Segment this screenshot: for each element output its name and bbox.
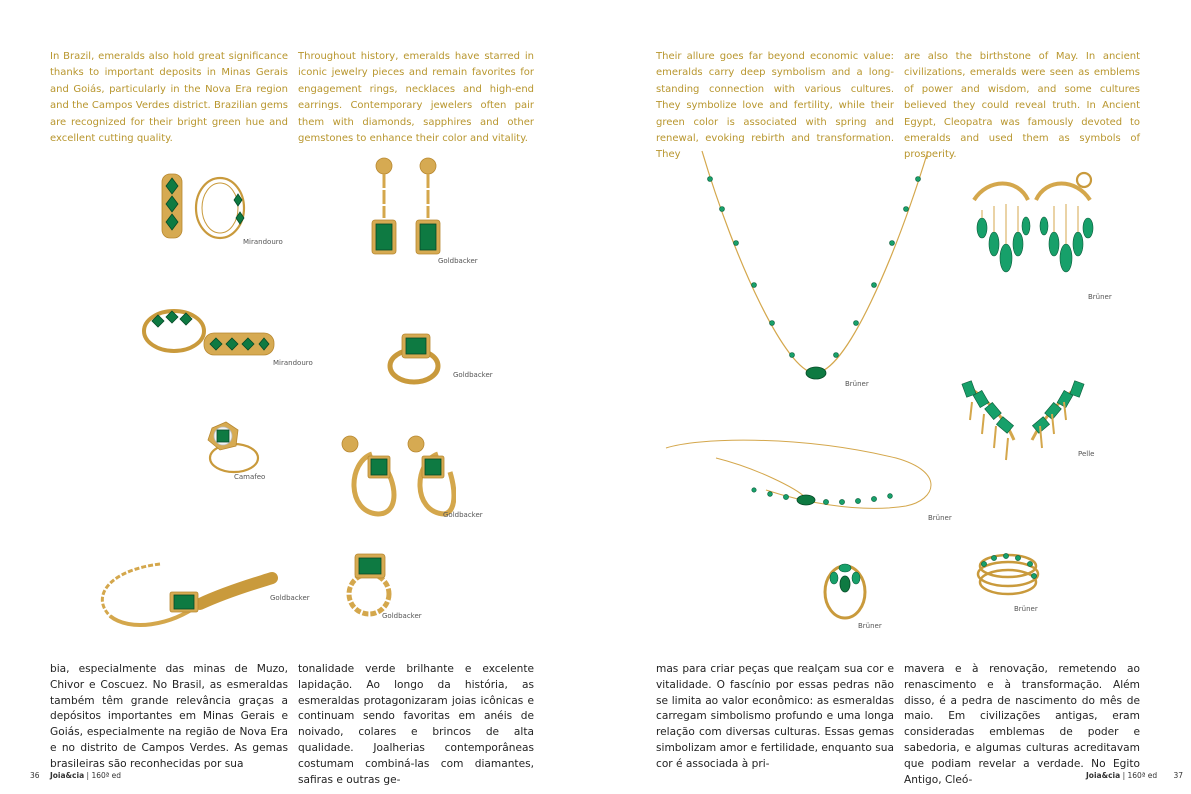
magazine-name: Joia&cia [1086,771,1121,780]
bruner-earrings-image [968,170,1098,300]
page-number: 36 [30,771,40,780]
edition: 160ª ed [1127,771,1158,780]
left-page [0,0,595,794]
caption-mirandouro-earrings: Mirandouro [243,238,283,246]
mirandouro-earrings-image [150,168,250,248]
edition: 160ª ed [91,771,122,780]
caption-goldbacker-chain-ring: Goldbacker [382,612,422,620]
caption-bruner-ring: Brüner [858,622,882,630]
caption-goldbacker-earrings: Goldbacker [438,257,478,265]
portuguese-column-4: mavera e à renovação, remetendo ao renascimento e à transformação. Além disso, é a pedra de nascimento do mês de maio. Em civilizações antigas, eram consideradas emblemas de poder e sabedoria, e algumas culturas acreditavam que podiam revelar a verdade. No Egito Antigo, Cleó- [904,663,1140,786]
goldbacker-chain-ring-image [345,552,395,618]
bruner-necklace-image [696,145,936,390]
caption-goldbacker-hoops: Goldbacker [443,511,483,519]
mirandouro-rings-image [138,303,278,363]
portuguese-column-2: tonalidade verde brilhante e excelente lapidação. Ao longo da história, as esmeraldas protagonizaram joias icônicas e continuam sendo favoritas em anéis de noivado, colares e brincos de alta qualidade. Joalherias contemporâneas costumam combiná-las com diamantes, safiras e outras ge- [298,663,534,786]
goldbacker-ring-image [382,328,452,388]
caption-goldbacker-ring: Goldbacker [453,371,493,379]
caption-pelle: Pelle [1078,450,1095,458]
right-page [596,0,1191,794]
english-column-2: Throughout history, emeralds have starred in iconic jewelry pieces and remain favorites for engagement rings, necklaces and high-end earrings. Contemporary jewelers often pair them with diamonds, sapphires and other gemstones to enhance their color and vitality. [298,51,534,145]
footer-left: 36 Joia&cia | 160ª ed [30,771,122,780]
portuguese-column-1: bia, especialmente das minas de Muzo, Chivor e Coscuez. No Brasil, as esmeraldas também têm grande relevância graças a depósitos importantes em Minas Gerais e Goiás, especialmente na região de Nova Era e no distrito de Campos Verdes. As gemas brasileiras são reconhecidas por sua [50,663,288,770]
goldbacker-hoops-image [338,432,456,524]
goldbacker-padlock-earrings-image [362,156,452,260]
bruner-ring-image [820,548,870,624]
caption-camafeo: Camafeo [234,473,266,481]
caption-mirandouro-rings: Mirandouro [273,359,313,367]
english-column-4: are also the birthstone of May. In ancient civilizations, emeralds were seen as emblems of power and wisdom, and some cultures believed they could reveal truth. In Ancient Egypt, Cleopatra was famously devoted to emeralds and used them as symbols of prosperity. [904,51,1140,161]
english-column-1: In Brazil, emeralds also hold great significance thanks to important deposits in Minas Gerais and Goiás, particularly in the Nova Era region and the Campos Verdes district. Brazilian gems are recognized for their bright green hue and excellent cutting quality. [50,51,288,145]
bruner-spiral-ring-image [968,548,1048,608]
english-column-3: Their allure goes far beyond economic value: emeralds carry deep symbolism and a long-standing connection with various cultures. They symbolize love and fertility, while their green color is associated with spring and renewal, evoking rebirth and transformation. They [656,51,894,161]
caption-bruner-earrings: Brüner [1088,293,1112,301]
magazine-name: Joia&cia [49,771,85,780]
camafeo-ring-image [198,418,264,478]
caption-bruner-spiral-ring: Brüner [1014,605,1038,613]
page-number: 37 [1173,771,1184,780]
portuguese-column-3: mas para criar peças que realçam sua cor e vitalidade. O fascínio por essas pedras não se limita ao valor econômico: as esmeraldas carregam simbolismo profundo e uma longa relação com diversas culturas. Essas gemas simbolizam amor e fertilidade, enquanto sua cor é associada à pri- [656,663,894,770]
goldbacker-bracelet-image [90,556,280,636]
caption-bruner-bracelet: Brüner [928,514,952,522]
caption-bruner-necklace: Brüner [845,380,869,388]
pelle-earcuffs-image [954,376,1094,466]
footer-right: Joia&cia | 160ª ed 37 [1086,771,1184,780]
bruner-bracelet-image [656,428,956,518]
caption-goldbacker-bracelet: Goldbacker [270,594,310,602]
